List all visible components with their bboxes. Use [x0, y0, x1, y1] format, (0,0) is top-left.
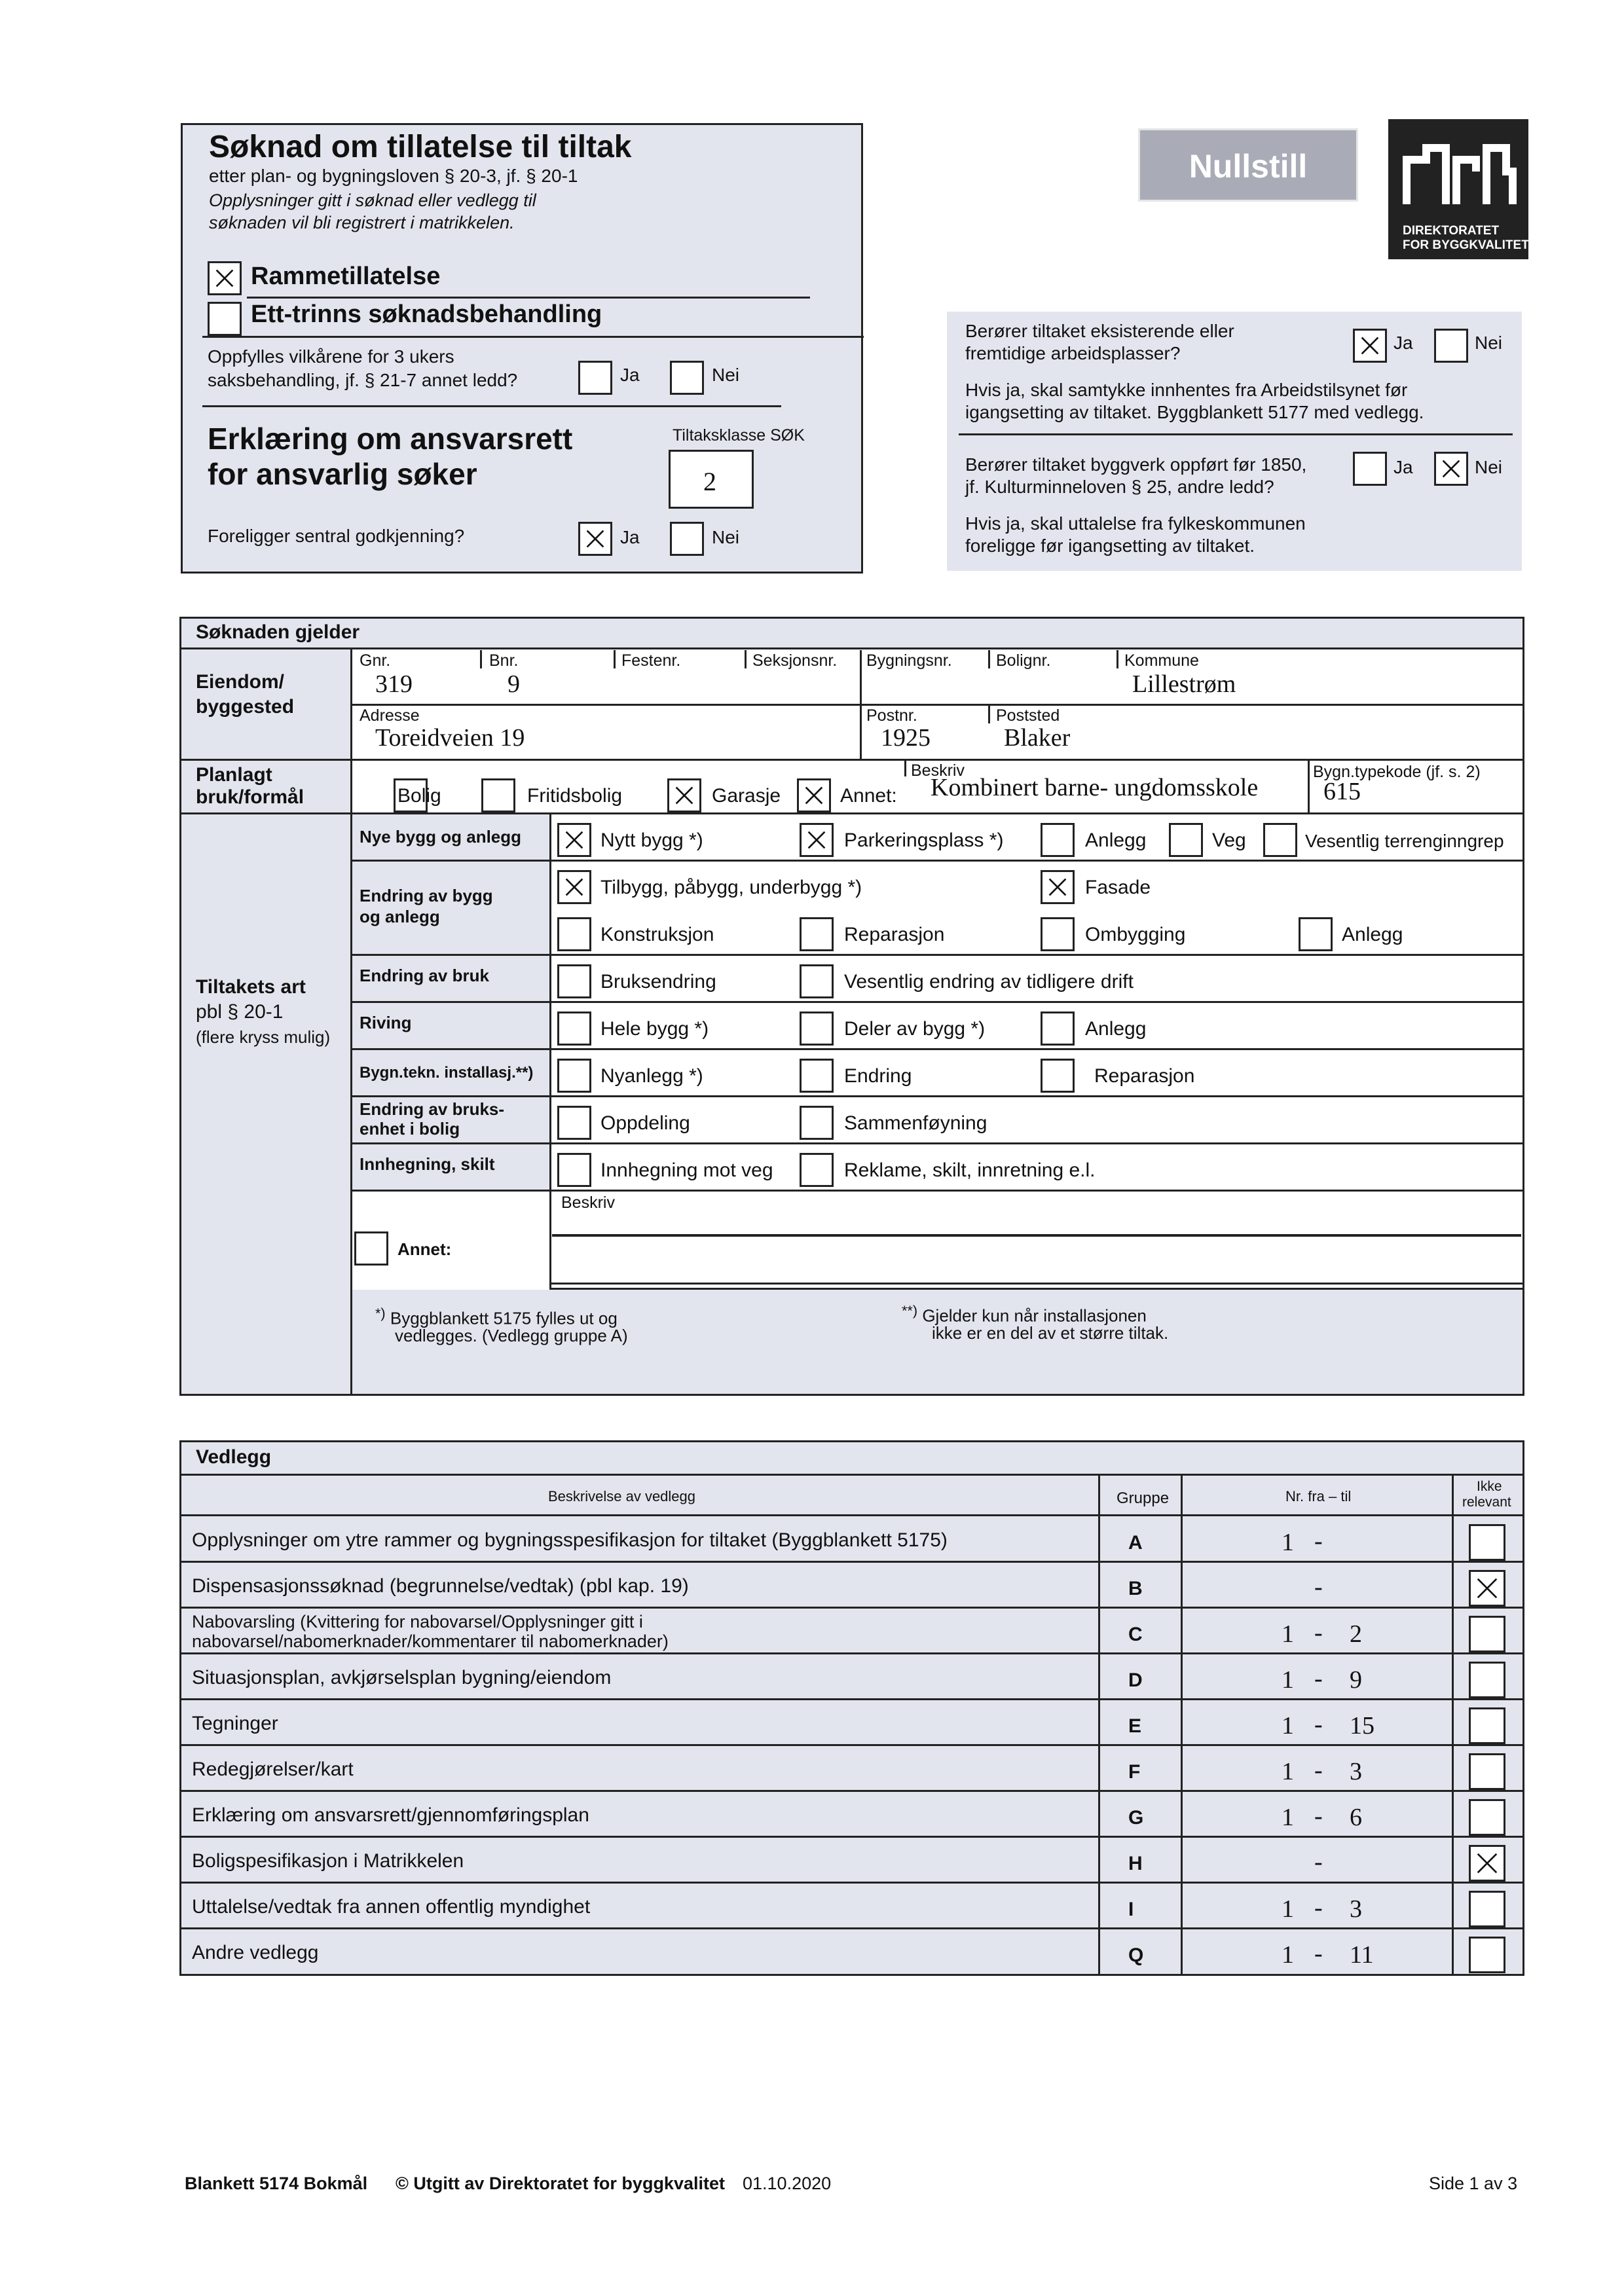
kultur-ja-checkbox[interactable] [1353, 452, 1387, 486]
vedlegg-gruppe: F [1128, 1761, 1141, 1783]
erklaring-title-2: for ansvarlig søker [208, 457, 477, 491]
tiltaksklasse-field[interactable] [669, 450, 754, 509]
bruk-label-1: Planlagt [196, 764, 272, 786]
vedlegg-row [181, 1654, 1522, 1700]
anlegg-riving-label: Anlegg [1085, 1018, 1147, 1040]
registration-note-2: søknaden vil bli registrert i matrikkelen. [209, 213, 515, 232]
innhegning-mot-veg-label: Innhegning mot veg [600, 1159, 773, 1181]
vedlegg-ikke-relevant-checkbox[interactable] [1469, 1891, 1505, 1927]
annet-tiltak-label: Annet: [397, 1239, 452, 1259]
fritidsbolig-checkbox[interactable] [481, 778, 515, 812]
x-mark-icon [669, 780, 699, 811]
reklame-checkbox[interactable] [800, 1153, 834, 1187]
vedlegg-nr-dash: - [1314, 1527, 1323, 1555]
reparasjon-checkbox[interactable] [800, 917, 834, 951]
ombygging-checkbox[interactable] [1041, 917, 1075, 951]
terrenginngrep-label: Vesentlig terrenginngrep [1305, 831, 1504, 851]
x-mark-icon [210, 263, 240, 293]
ombygging-label: Ombygging [1085, 924, 1186, 945]
dibk-logo [1388, 119, 1528, 259]
annet-bruk-label: Annet: [840, 785, 897, 807]
bygningsnr-label: Bygningsnr. [866, 651, 952, 670]
kultur-ja-label: Ja [1393, 457, 1413, 477]
col-ikke-2: relevant [1462, 1495, 1511, 1510]
kommune-value[interactable]: Lillestrøm [1132, 670, 1236, 698]
footer-page: Side 1 av 3 [1429, 2174, 1518, 2193]
vedlegg-ikke-relevant-checkbox[interactable] [1469, 1845, 1505, 1882]
vedlegg-nr-til[interactable]: 2 [1350, 1620, 1362, 1648]
soknaden-gjelder-section [179, 617, 1524, 1396]
bruk-label-2: bruk/formål [196, 786, 304, 808]
nullstill-button[interactable] [1138, 128, 1358, 202]
vedlegg-desc: Situasjonsplan, avkjørselsplan bygning/eiendom [192, 1667, 612, 1688]
deler-av-bygg-label: Deler av bygg *) [844, 1018, 986, 1040]
vedlegg-row [181, 1700, 1522, 1745]
beskriv2-label: Beskriv [561, 1194, 615, 1212]
arbeid-info-1: Hvis ja, skal samtykke innhentes fra Arbeidstilsynet før [965, 380, 1408, 400]
beskriv-label: Beskriv [911, 761, 965, 780]
vedlegg-section [179, 1440, 1524, 1976]
vedlegg-row [181, 1608, 1522, 1654]
hele-bygg-checkbox[interactable] [557, 1011, 591, 1046]
deler-av-bygg-checkbox[interactable] [800, 1011, 834, 1046]
x-mark-icon [559, 825, 589, 855]
annet-tiltak-checkbox[interactable] [354, 1231, 388, 1266]
vedlegg-row [181, 1837, 1522, 1883]
arbeid-info-2: igangsetting av tiltaket. Byggblankett 5177 med vedlegg. [965, 402, 1424, 422]
innhegning-checkbox[interactable] [557, 1153, 591, 1187]
vedlegg-row [181, 1791, 1522, 1837]
vedlegg-ikke-relevant-checkbox[interactable] [1469, 1570, 1505, 1607]
vedlegg-row [181, 1516, 1522, 1562]
parkeringsplass-label: Parkeringsplass *) [844, 829, 1004, 851]
vilkar-question-2: saksbehandling, jf. § 21-7 annet ledd? [208, 370, 518, 390]
vedlegg-desc: Dispensasjonssøknad (begrunnelse/vedtak) (pbl kap. 19) [192, 1575, 689, 1597]
adresse-value[interactable]: Toreidveien 19 [375, 724, 525, 752]
bruksenhet-label-2: enhet i bolig [360, 1119, 460, 1139]
anlegg-riving-checkbox[interactable] [1041, 1011, 1075, 1046]
registration-note-1: Opplysninger gitt i søknad eller vedlegg til [209, 191, 536, 210]
logo-text-2: FOR BYGGKVALITET [1403, 238, 1529, 252]
tilbygg-label: Tilbygg, påbygg, underbygg *) [600, 877, 862, 898]
vedlegg-nr-fra[interactable]: 1 [1282, 1941, 1294, 1969]
vedlegg-nr-dash: - [1314, 1802, 1323, 1830]
bnr-value[interactable]: 9 [507, 670, 520, 698]
vedlegg-gruppe: A [1128, 1532, 1143, 1554]
x-mark-icon [1355, 331, 1385, 361]
vilkar-ja-label: Ja [620, 365, 640, 385]
kommune-label: Kommune [1124, 651, 1199, 670]
veg-checkbox[interactable] [1169, 823, 1203, 857]
beskriv-value[interactable]: Kombinert barne- ungdomsskole [931, 774, 1259, 801]
x-mark-icon [1436, 454, 1466, 484]
vedlegg-nr-dash: - [1314, 1665, 1323, 1692]
bruksendring-label: Bruksendring [600, 971, 716, 993]
vedlegg-nr-dash: - [1314, 1573, 1323, 1601]
vedlegg-nr-til[interactable]: 3 [1350, 1758, 1362, 1785]
annet-beskriv-field[interactable] [552, 1234, 1521, 1237]
vedlegg-nr-fra[interactable]: 1 [1282, 1804, 1294, 1831]
col-nr: Nr. fra – til [1285, 1488, 1352, 1504]
tiltak-label-3: (flere kryss mulig) [196, 1027, 331, 1047]
vedlegg-row [181, 1929, 1522, 1975]
vilkar-ja-checkbox[interactable] [578, 361, 612, 395]
terrenginngrep-checkbox[interactable] [1263, 823, 1297, 857]
fasade-label: Fasade [1085, 877, 1151, 898]
vedlegg-row [181, 1883, 1522, 1929]
vedlegg-nr-fra[interactable]: 1 [1282, 1666, 1294, 1694]
vedlegg-gruppe: H [1128, 1853, 1143, 1874]
innhegning-label: Innhegning, skilt [360, 1154, 495, 1174]
arbeid-nei-checkbox[interactable] [1434, 329, 1468, 363]
vilkar-nei-checkbox[interactable] [670, 361, 704, 395]
endring-bygg-label-2: og anlegg [360, 907, 440, 926]
vedlegg-nr-til[interactable]: 9 [1350, 1666, 1362, 1694]
kultur-nei-label: Nei [1475, 457, 1503, 477]
tiltak-label-1: Tiltakets art [196, 976, 306, 998]
vedlegg-nr-fra[interactable]: 1 [1282, 1895, 1294, 1923]
vedlegg-gruppe: D [1128, 1669, 1143, 1691]
header-panel [181, 123, 863, 574]
tilbygg-checkbox[interactable] [557, 870, 591, 904]
vedlegg-desc: Boligspesifikasjon i Matrikkelen [192, 1850, 464, 1872]
vedlegg-nr-fra[interactable]: 1 [1282, 1529, 1294, 1556]
nullstill-label: Nullstill [1189, 148, 1308, 185]
vedlegg-nr-til[interactable]: 3 [1350, 1895, 1362, 1923]
anlegg-nye-label: Anlegg [1085, 829, 1147, 851]
parkeringsplass-checkbox[interactable] [800, 823, 834, 857]
reparasjon-tekn-checkbox[interactable] [1041, 1059, 1075, 1093]
garasje-checkbox[interactable] [667, 778, 701, 812]
arbeidsplasser-panel [947, 312, 1522, 571]
bolignr-label: Bolignr. [996, 651, 1051, 670]
adresse-label: Adresse [360, 706, 420, 725]
bolig-label: Bolig [397, 785, 441, 807]
kultur-question-2: jf. Kulturminneloven § 25, andre ledd? [965, 477, 1274, 497]
footnote-2-line-1: **) Gjelder kun når installasjonen [902, 1302, 1147, 1326]
col-gruppe: Gruppe [1116, 1489, 1170, 1507]
col-beskrivelse: Beskrivelse av vedlegg [548, 1488, 696, 1504]
veg-label: Veg [1212, 829, 1246, 851]
anlegg-endring-checkbox[interactable] [1299, 917, 1333, 951]
vedlegg-gruppe: B [1128, 1578, 1143, 1599]
anlegg-endring-label: Anlegg [1342, 924, 1403, 945]
vedlegg-ikke-relevant-checkbox[interactable] [1469, 1662, 1505, 1698]
vedlegg-ikke-relevant-checkbox[interactable] [1469, 1937, 1505, 1973]
vedlegg-ikke-relevant-checkbox[interactable] [1469, 1524, 1505, 1561]
x-mark-icon [802, 825, 832, 855]
kultur-info-2: foreligge før igangsetting av tiltaket. [965, 536, 1255, 556]
vedlegg-nr-fra[interactable]: 1 [1282, 1712, 1294, 1740]
nyanlegg-checkbox[interactable] [557, 1059, 591, 1093]
sentral-nei-checkbox[interactable] [670, 522, 704, 556]
konstruksjon-label: Konstruksjon [600, 924, 714, 945]
arbeid-question-2: fremtidige arbeidsplasser? [965, 343, 1181, 363]
poststed-value[interactable]: Blaker [1004, 724, 1071, 752]
bnr-label: Bnr. [489, 651, 519, 670]
sentral-ja-checkbox[interactable] [578, 522, 612, 556]
vilkar-nei-label: Nei [712, 365, 740, 385]
form-title: Søknad om tillatelse til tiltak [209, 130, 632, 164]
section-title-vedlegg: Vedlegg [196, 1446, 272, 1468]
vedlegg-ikke-relevant-checkbox[interactable] [1469, 1753, 1505, 1790]
arbeid-nei-label: Nei [1475, 333, 1503, 353]
etttrinns-label: Ett-trinns søknadsbehandling [251, 301, 602, 328]
form-subtitle: etter plan- og bygningsloven § 20-3, jf. § 20-1 [209, 166, 578, 186]
sammenfoyning-checkbox[interactable] [800, 1106, 834, 1140]
vedlegg-desc: Opplysninger om ytre rammer og bygningsspesifikasjon for tiltaket (Byggblankett 5175) [192, 1529, 948, 1551]
vedlegg-row [181, 1745, 1522, 1791]
x-mark-icon [1043, 872, 1073, 902]
vedlegg-gruppe: I [1128, 1899, 1134, 1920]
x-mark-icon [799, 780, 829, 811]
vedlegg-nr-fra[interactable]: 1 [1282, 1758, 1294, 1785]
vedlegg-desc: Redegjørelser/kart [192, 1758, 354, 1780]
vedlegg-desc: Tegninger [192, 1713, 278, 1734]
vedlegg-nr-dash: - [1314, 1894, 1323, 1922]
sentral-question: Foreligger sentral godkjenning? [208, 526, 465, 546]
eiendom-label-2: byggested [196, 696, 295, 718]
vedlegg-nr-dash: - [1314, 1619, 1323, 1647]
section-title-gjelder: Søknaden gjelder [196, 621, 360, 643]
vedlegg-ikke-relevant-checkbox[interactable] [1469, 1616, 1505, 1652]
vedlegg-nr-fra[interactable]: 1 [1282, 1620, 1294, 1648]
typekode-value[interactable]: 615 [1323, 778, 1361, 805]
festenr-label: Festenr. [621, 651, 681, 670]
vedlegg-desc: Uttalelse/vedtak fra annen offentlig myndighet [192, 1896, 591, 1918]
vedlegg-gruppe: C [1128, 1624, 1143, 1645]
vedlegg-nr-til[interactable]: 15 [1350, 1712, 1375, 1740]
vilkar-question-1: Oppfylles vilkårene for 3 ukers [208, 346, 454, 367]
x-mark-icon [559, 872, 589, 902]
anlegg-nye-checkbox[interactable] [1041, 823, 1075, 857]
nytt-bygg-checkbox[interactable] [557, 823, 591, 857]
kultur-nei-checkbox[interactable] [1434, 452, 1468, 486]
vedlegg-desc: Nabovarsling (Kvittering for nabovarsel/Opplysninger gitt i [192, 1612, 643, 1631]
sentral-ja-label: Ja [620, 527, 640, 547]
arbeid-ja-checkbox[interactable] [1353, 329, 1387, 363]
riving-label: Riving [360, 1013, 412, 1032]
vedlegg-desc: Erklæring om ansvarsrett/gjennomføringsplan [192, 1804, 589, 1826]
endring-tekn-checkbox[interactable] [800, 1059, 834, 1093]
erklaring-title-1: Erklæring om ansvarsrett [208, 422, 573, 456]
vedlegg-ikke-relevant-checkbox[interactable] [1469, 1799, 1505, 1836]
eiendom-label-1: Eiendom/ [196, 671, 285, 693]
footnote-2-line-2: ikke er en del av et større tiltak. [932, 1323, 1169, 1343]
bruksenhet-label-1: Endring av bruks- [360, 1099, 505, 1119]
footer-form-id: Blankett 5174 Bokmål [185, 2174, 368, 2193]
vedlegg-nr-dash: - [1314, 1940, 1323, 1967]
vedlegg-gruppe: G [1128, 1807, 1144, 1829]
postnr-value[interactable]: 1925 [881, 724, 931, 752]
arbeid-question-1: Berører tiltaket eksisterende eller [965, 321, 1234, 341]
vesentlig-drift-label: Vesentlig endring av tidligere drift [844, 971, 1134, 993]
sammenfoyning-label: Sammenføyning [844, 1112, 987, 1134]
poststed-label: Poststed [996, 706, 1060, 725]
oppdeling-label: Oppdeling [600, 1112, 690, 1134]
vedlegg-nr-dash: - [1314, 1848, 1323, 1876]
footer-publisher: © Utgitt av Direktoratet for byggkvalitet [396, 2174, 725, 2193]
fritidsbolig-label: Fritidsbolig [527, 785, 623, 807]
nyanlegg-label: Nyanlegg *) [600, 1065, 703, 1087]
gnr-value[interactable]: 319 [375, 670, 413, 698]
vesentlig-drift-checkbox[interactable] [800, 964, 834, 998]
nytt-bygg-label: Nytt bygg *) [600, 829, 703, 851]
konstruksjon-checkbox[interactable] [557, 917, 591, 951]
reklame-label: Reklame, skilt, innretning e.l. [844, 1159, 1096, 1181]
vedlegg-desc-2: nabovarsel/nabomerknader/kommentarer til nabomerknader) [192, 1631, 669, 1651]
endring-bygg-label-1: Endring av bygg [360, 886, 493, 905]
fasade-checkbox[interactable] [1041, 870, 1075, 904]
tiltak-label-2: pbl § 20-1 [196, 1001, 284, 1023]
footnote-1-line-2: vedlegges. (Vedlegg gruppe A) [395, 1326, 628, 1345]
arbeid-ja-label: Ja [1393, 333, 1413, 353]
reparasjon-label: Reparasjon [844, 924, 945, 945]
gnr-label: Gnr. [360, 651, 391, 670]
vedlegg-ikke-relevant-checkbox[interactable] [1469, 1707, 1505, 1744]
endring-bruk-label: Endring av bruk [360, 966, 489, 985]
vedlegg-gruppe: E [1128, 1715, 1142, 1737]
tiltaksklasse-value: 2 [703, 467, 716, 496]
sentral-nei-label: Nei [712, 527, 740, 547]
vedlegg-nr-til[interactable]: 6 [1350, 1804, 1362, 1831]
kultur-question-1: Berører tiltaket byggverk oppført før 1850, [965, 454, 1307, 475]
reparasjon-tekn-label: Reparasjon [1094, 1065, 1195, 1087]
postnr-label: Postnr. [866, 706, 917, 725]
vedlegg-nr-til[interactable]: 11 [1350, 1941, 1374, 1969]
vedlegg-nr-dash: - [1314, 1757, 1323, 1784]
hele-bygg-label: Hele bygg *) [600, 1018, 709, 1040]
vedlegg-nr-dash: - [1314, 1711, 1323, 1738]
x-mark-icon [1471, 1847, 1504, 1880]
tiltaksklasse-label: Tiltaksklasse SØK [673, 426, 805, 445]
bygntekn-label: Bygn.tekn. installasj.**) [360, 1064, 534, 1082]
bruksendring-checkbox[interactable] [557, 964, 591, 998]
seksjonsnr-label: Seksjonsnr. [752, 651, 838, 670]
vedlegg-desc: Andre vedlegg [192, 1942, 319, 1963]
oppdeling-checkbox[interactable] [557, 1106, 591, 1140]
vedlegg-row [181, 1562, 1522, 1608]
annet-bruk-checkbox[interactable] [797, 778, 831, 812]
etttrinns-checkbox[interactable] [208, 302, 242, 336]
rammetillatelse-checkbox[interactable] [208, 261, 242, 295]
typekode-label: Bygn.typekode (jf. s. 2) [1313, 763, 1481, 781]
col-ikke-1: Ikke [1477, 1479, 1502, 1494]
logo-text-1: DIREKTORATET [1403, 224, 1500, 238]
nye-bygg-label: Nye bygg og anlegg [360, 827, 522, 847]
endring-tekn-label: Endring [844, 1065, 912, 1087]
kultur-info-1: Hvis ja, skal uttalelse fra fylkeskommunen [965, 513, 1306, 534]
garasje-label: Garasje [712, 785, 781, 807]
footer-date: 01.10.2020 [743, 2174, 832, 2193]
x-mark-icon [1471, 1572, 1504, 1605]
vedlegg-gruppe: Q [1128, 1944, 1144, 1966]
rammetillatelse-label: Rammetillatelse [251, 263, 441, 290]
footnote-1-line-1: *) Byggblankett 5175 fylles ut og [375, 1305, 618, 1328]
x-mark-icon [580, 524, 610, 554]
